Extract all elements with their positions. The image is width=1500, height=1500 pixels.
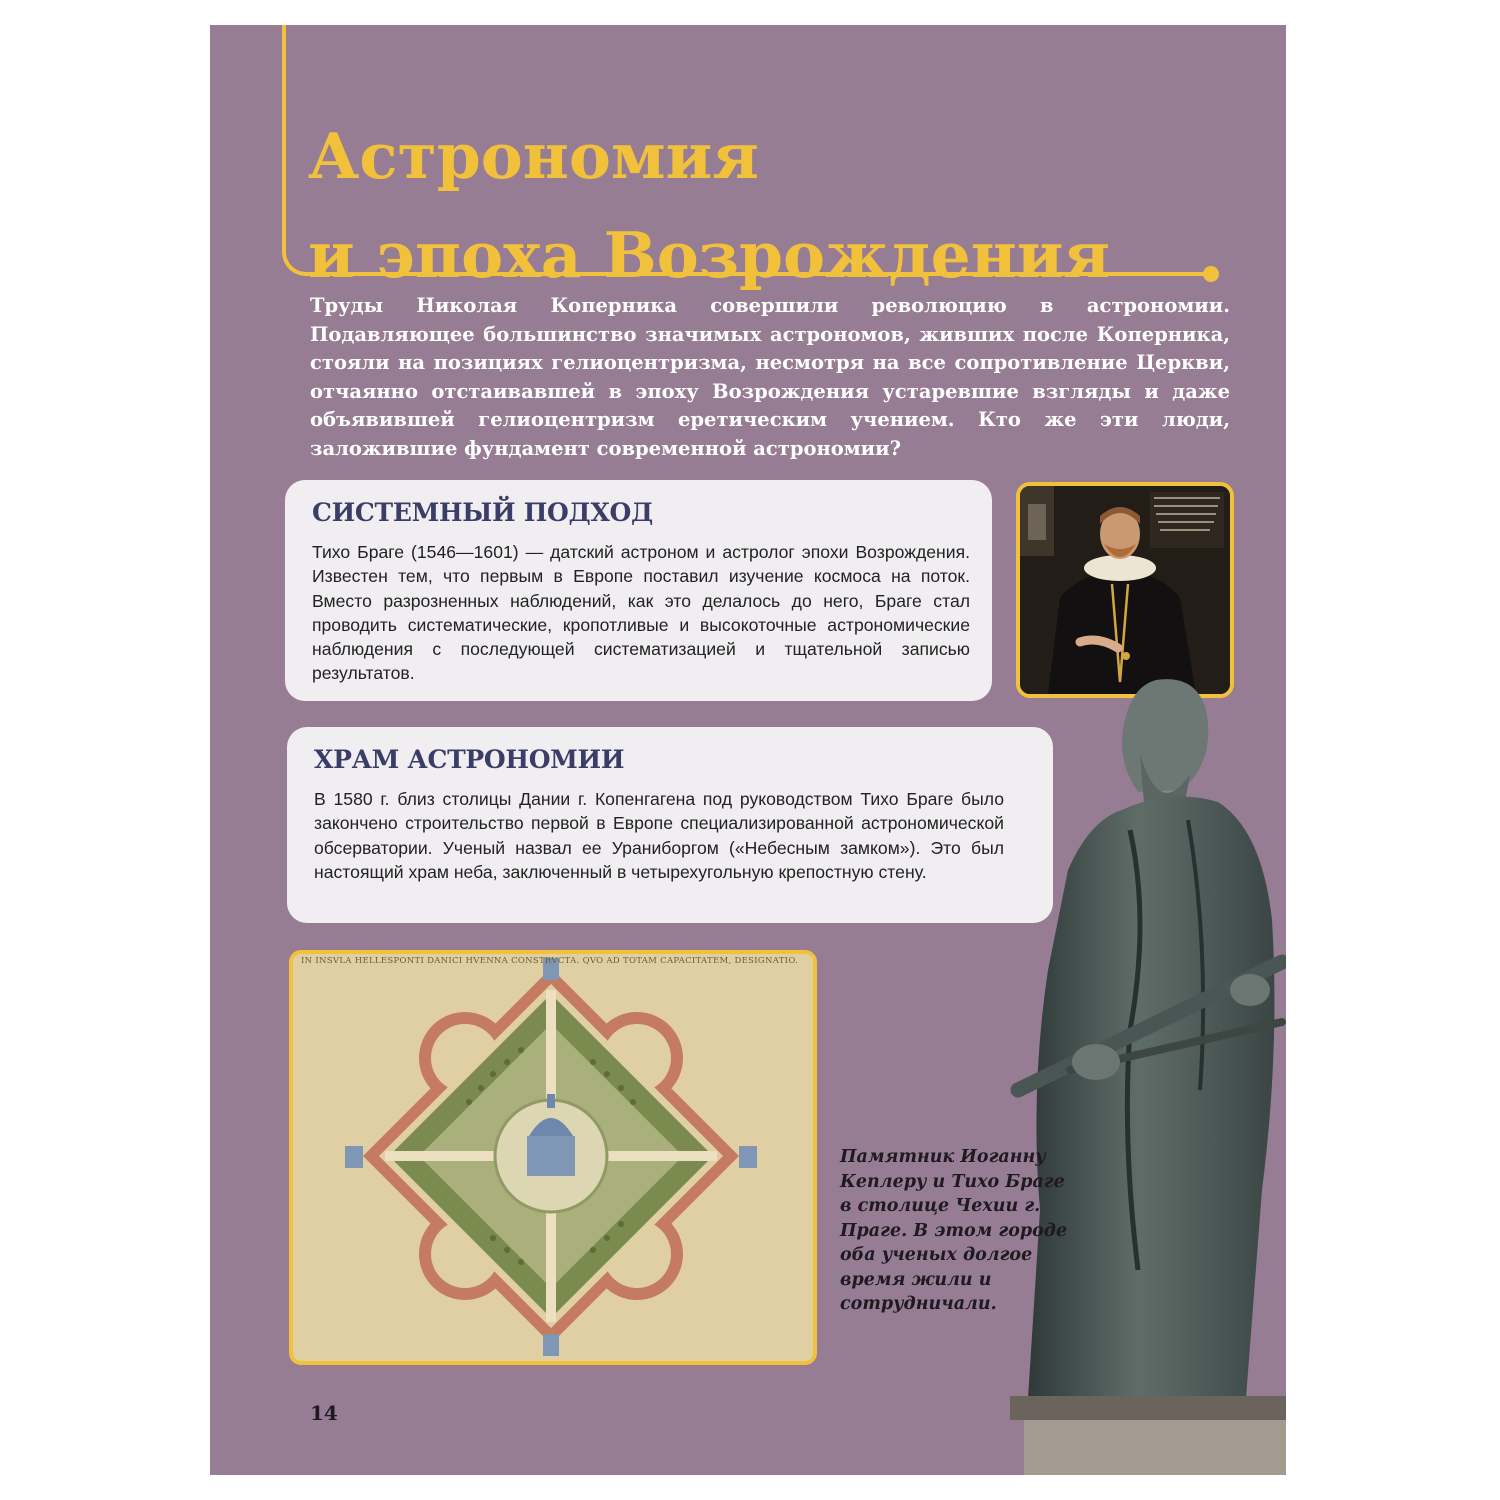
uraniborg-plan-illustration	[293, 954, 813, 1361]
section-heading: ХРАМ АСТРОНОМИИ	[314, 745, 625, 774]
uraniborg-engraving	[289, 950, 817, 1365]
book-page	[210, 25, 1286, 1475]
section-systematic-approach	[285, 480, 992, 701]
portrait-illustration	[1020, 486, 1230, 694]
statue-caption: Памятник Иоганну Кеплеру и Тихо Браге в столице Чехии г. Праге. В этом городе оба ученых долгое время жили и сотрудничали.	[840, 1147, 1068, 1314]
section-heading: СИСТЕМНЫЙ ПОДХОД	[312, 498, 653, 527]
section-text: Тихо Браге (1546—1601) — датский астроном и астролог эпохи Возрождения. Известен тем, что первым в Европе поставил изучение космоса на поток. Вместо разрозненных наблюдений, как это делалось до него, Браге стал проводить систематические, кропотливые и высокоточные астрономические наблюдения с последующей систематизацией и тщательной записью результатов.	[312, 542, 970, 684]
section-temple-of-astronomy	[287, 727, 1053, 923]
section-text: В 1580 г. близ столицы Дании г. Копенгагена под руководством Тихо Браге было закончено строительство первой в Европе специализированной астрономической обсерватории. Ученый назвал ее Ураниборгом («Небесным замком»). Это был настоящий храм неба, заключенный в четырехугольную крепостную стену.	[314, 789, 1004, 882]
page-number: 14	[310, 1401, 338, 1425]
engraving-caption: IN INSVLA HELLESPONTI DANICI HVENNA CONSTRVCTA. QVO AD TOTAM CAPACITATEM, DESIGNATIO.	[301, 956, 799, 966]
statue-illustration	[1010, 670, 1286, 1475]
title-line-1: Астрономия	[308, 119, 759, 193]
page-title	[308, 107, 1208, 305]
kepler-brahe-statue	[1010, 670, 1286, 1475]
tycho-brahe-portrait	[1016, 482, 1234, 698]
intro-paragraph: Труды Николая Коперника совершили революцию в астрономии. Подавляющее большинство значимых астрономов, живших после Коперника, стояли на позициях гелиоцентризма, несмотря на все сопротивление Церкви, отчаянно отстаивавшей в эпоху Возрождения устаревшие взгляды и даже объявившей гелиоцентризм еретическим учением. Кто же эти люди, заложившие фундамент современной астрономии?	[310, 294, 1230, 460]
title-line-2: и эпоха Возрождения	[308, 218, 1111, 292]
